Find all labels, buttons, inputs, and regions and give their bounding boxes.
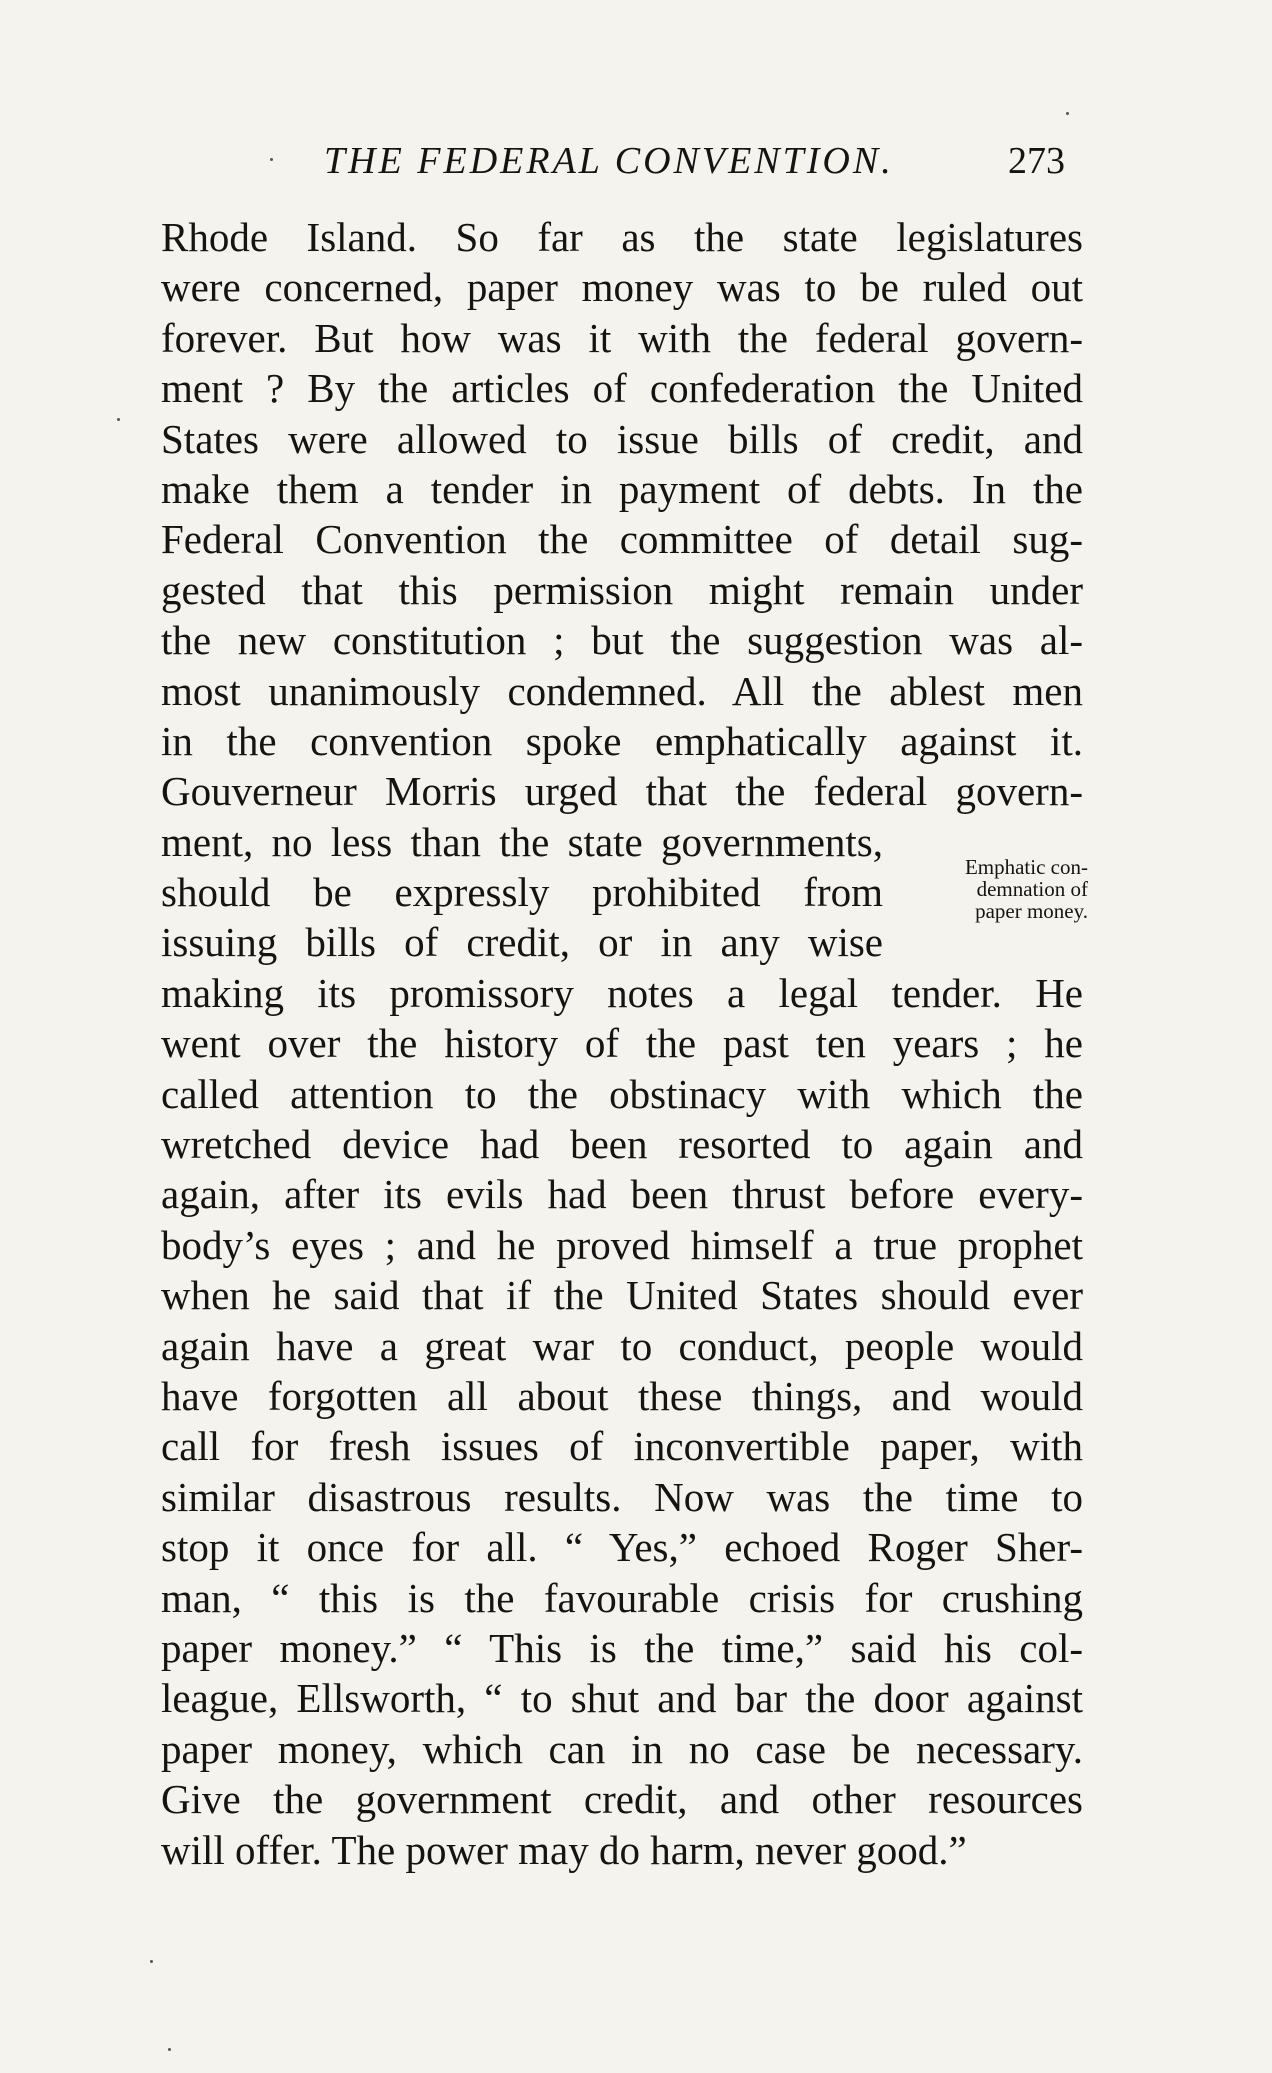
margin-note	[908, 856, 1088, 922]
text-line: ment ? By the articles of confederation the United	[161, 365, 1083, 412]
text-line: wretched device had been resorted to again and	[161, 1121, 1083, 1168]
text-line: should be expressly prohibited from	[161, 869, 883, 916]
text-line: ment, no less than the state governments,	[161, 818, 883, 865]
text-line: when he said that if the United States should ever	[161, 1272, 1083, 1319]
text-line: Federal Convention the committee of detail sug-	[161, 516, 1083, 563]
running-head	[0, 136, 1272, 186]
text-line: have forgotten all about these things, and would	[161, 1372, 1083, 1419]
print-speck	[168, 2048, 171, 2051]
text-line: Gouverneur Morris urged that the federal govern-	[161, 768, 1083, 815]
text-line: most unanimously condemned. All the ablest men	[161, 667, 1083, 714]
print-speck	[150, 1960, 153, 1963]
text-line: Give the government credit, and other resources	[161, 1776, 1083, 1823]
text-line: league, Ellsworth, “ to shut and bar the door against	[161, 1675, 1083, 1722]
margin-note-line: demnation of	[976, 877, 1088, 901]
text-line: issuing bills of credit, or in any wise	[161, 919, 883, 966]
print-speck	[1066, 112, 1069, 115]
text-line: in the convention spoke emphatically against it.	[161, 717, 1083, 764]
text-line: make them a tender in payment of debts. In the	[161, 465, 1083, 512]
text-line: paper money.” “ This is the time,” said his col-	[161, 1624, 1083, 1671]
text-line: call for fresh issues of inconvertible paper, with	[161, 1423, 1083, 1470]
print-speck	[270, 158, 273, 161]
text-line: went over the history of the past ten years ; he	[161, 1020, 1083, 1067]
text-line: making its promissory notes a legal tender. He	[161, 969, 1083, 1016]
text-line: gested that this permission might remain under	[161, 566, 1083, 613]
text-line: paper money, which can in no case be necessary.	[161, 1725, 1083, 1772]
margin-note-line: paper money.	[975, 899, 1088, 923]
margin-note-line: Emphatic con-	[964, 855, 1088, 879]
text-line: again have a great war to conduct, people would	[161, 1322, 1083, 1369]
text-line: States were allowed to issue bills of credit, and	[161, 415, 1083, 462]
text-line: the new constitution ; but the suggestion was al-	[161, 617, 1083, 664]
text-line: again, after its evils had been thrust before every-	[161, 1171, 1083, 1218]
text-line: Rhode Island. So far as the state legislatures	[161, 214, 1083, 260]
text-line: man, “ this is the favourable crisis for crushing	[161, 1574, 1083, 1621]
text-line: called attention to the obstinacy with which the	[161, 1070, 1083, 1117]
text-line: forever. But how was it with the federal govern-	[161, 314, 1083, 361]
text-line: body’s eyes ; and he proved himself a true prophet	[161, 1221, 1083, 1268]
body-text	[161, 212, 1083, 1875]
text-line: were concerned, paper money was to be ruled out	[161, 264, 1083, 311]
text-line: stop it once for all. “ Yes,” echoed Roger Sher-	[161, 1524, 1083, 1571]
text-line: will offer. The power may do harm, never good.”	[161, 1826, 967, 1873]
text-line: similar disastrous results. Now was the time to	[161, 1473, 1083, 1520]
print-speck	[117, 418, 120, 421]
page-number: 273	[1008, 140, 1065, 182]
running-title: THE FEDERAL CONVENTION.	[324, 140, 894, 182]
